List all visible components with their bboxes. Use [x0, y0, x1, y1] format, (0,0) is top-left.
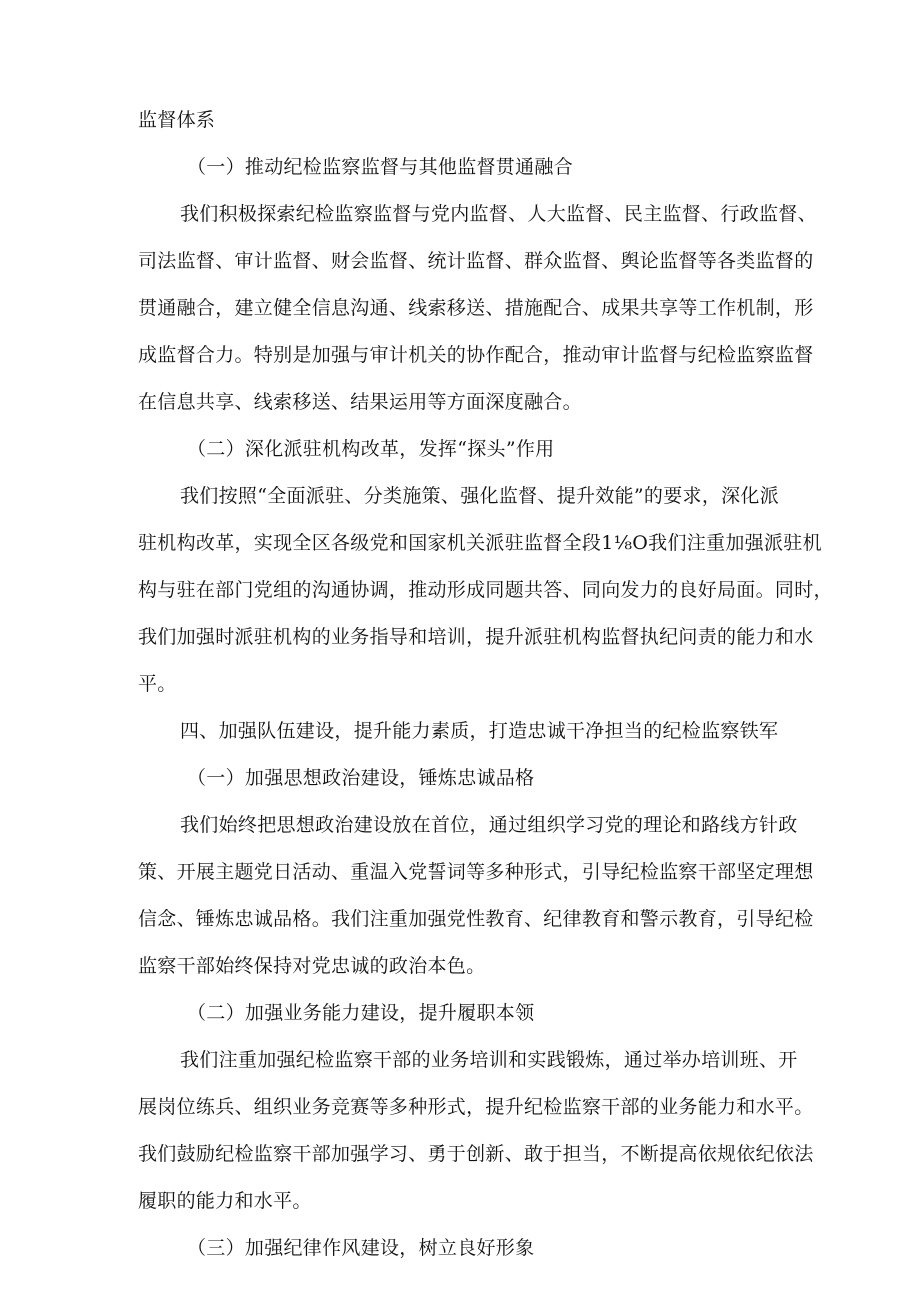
paragraph-line: 展岗位练兵、组织业务竞赛等多种形式，提升纪检监察干部的业务能力和水平。: [138, 1096, 814, 1118]
paragraph-line: 构与驻在部门党组的沟通协调，推动形成同题共答、同向发力的良好局面。同时，: [138, 579, 833, 601]
subheading-2: （二）加强业务能力建设，提升履职本领: [187, 1002, 535, 1024]
paragraph-line: 平。: [138, 673, 177, 695]
subheading-1: （一）加强思想政治建设，锤炼忠诚品格: [187, 767, 535, 789]
paragraph-line: 贯通融合，建立健全信息沟通、线索移送、措施配合、成果共享等工作机制，形: [138, 297, 814, 319]
subheading-2: （二）深化派驻机构改革，发挥“探头”作用: [187, 438, 555, 460]
paragraph-line: 我们按照“全面派驻、分类施策、强化监督、提升效能”的要求，深化派: [180, 485, 780, 507]
paragraph-line: 我们注重加强纪检监察干部的业务培训和实践锻炼，通过举办培训班、开: [180, 1049, 798, 1071]
paragraph-line: 监察干部始终保持对党忠诚的政治本色。: [138, 955, 486, 977]
subheading-3: （三）加强纪律作风建设，树立良好形象: [187, 1237, 535, 1259]
paragraph-line: 成监督合力。特别是加强与审计机关的协作配合，推动审计监督与纪检监察监督: [138, 344, 814, 366]
section-heading-4: 四、加强队伍建设，提升能力素质，打造忠诚干净担当的纪检监察铁军: [180, 720, 779, 742]
paragraph-line: 策、开展主题党日活动、重温入党誓词等多种形式，引导纪检监察干部坚定理想: [138, 861, 814, 883]
paragraph-line: 我们始终把思想政治建设放在首位，通过组织学习党的理论和路线方针政: [180, 814, 798, 836]
section-heading-continuation: 监督体系: [138, 109, 216, 131]
paragraph-line: 我们积极探索纪检监察监督与党内监督、人大监督、民主监督、行政监督、: [180, 203, 817, 225]
paragraph-line: 在信息共享、线索移送、结果运用等方面深度融合。: [138, 391, 582, 413]
subheading-1: （一）推动纪检监察监督与其他监督贯通融合: [187, 156, 574, 178]
paragraph-line: 我们加强时派驻机构的业务指导和培训，提升派驻机构监督执纪问责的能力和水: [138, 626, 814, 648]
paragraph-line: 司法监督、审计监督、财会监督、统计监督、群众监督、舆论监督等各类监督的: [138, 250, 814, 272]
paragraph-line: 驻机构改革，实现全区各级党和国家机关派驻监督全段1⅛O我们注重加强派驻机: [138, 532, 822, 554]
paragraph-line: 我们鼓励纪检监察干部加强学习、勇于创新、敢于担当，不断提高依规依纪依法: [138, 1143, 814, 1165]
paragraph-line: 信念、锤炼忠诚品格。我们注重加强党性教育、纪律教育和警示教育，引导纪检: [138, 908, 814, 930]
paragraph-line: 履职的能力和水平。: [138, 1190, 312, 1212]
